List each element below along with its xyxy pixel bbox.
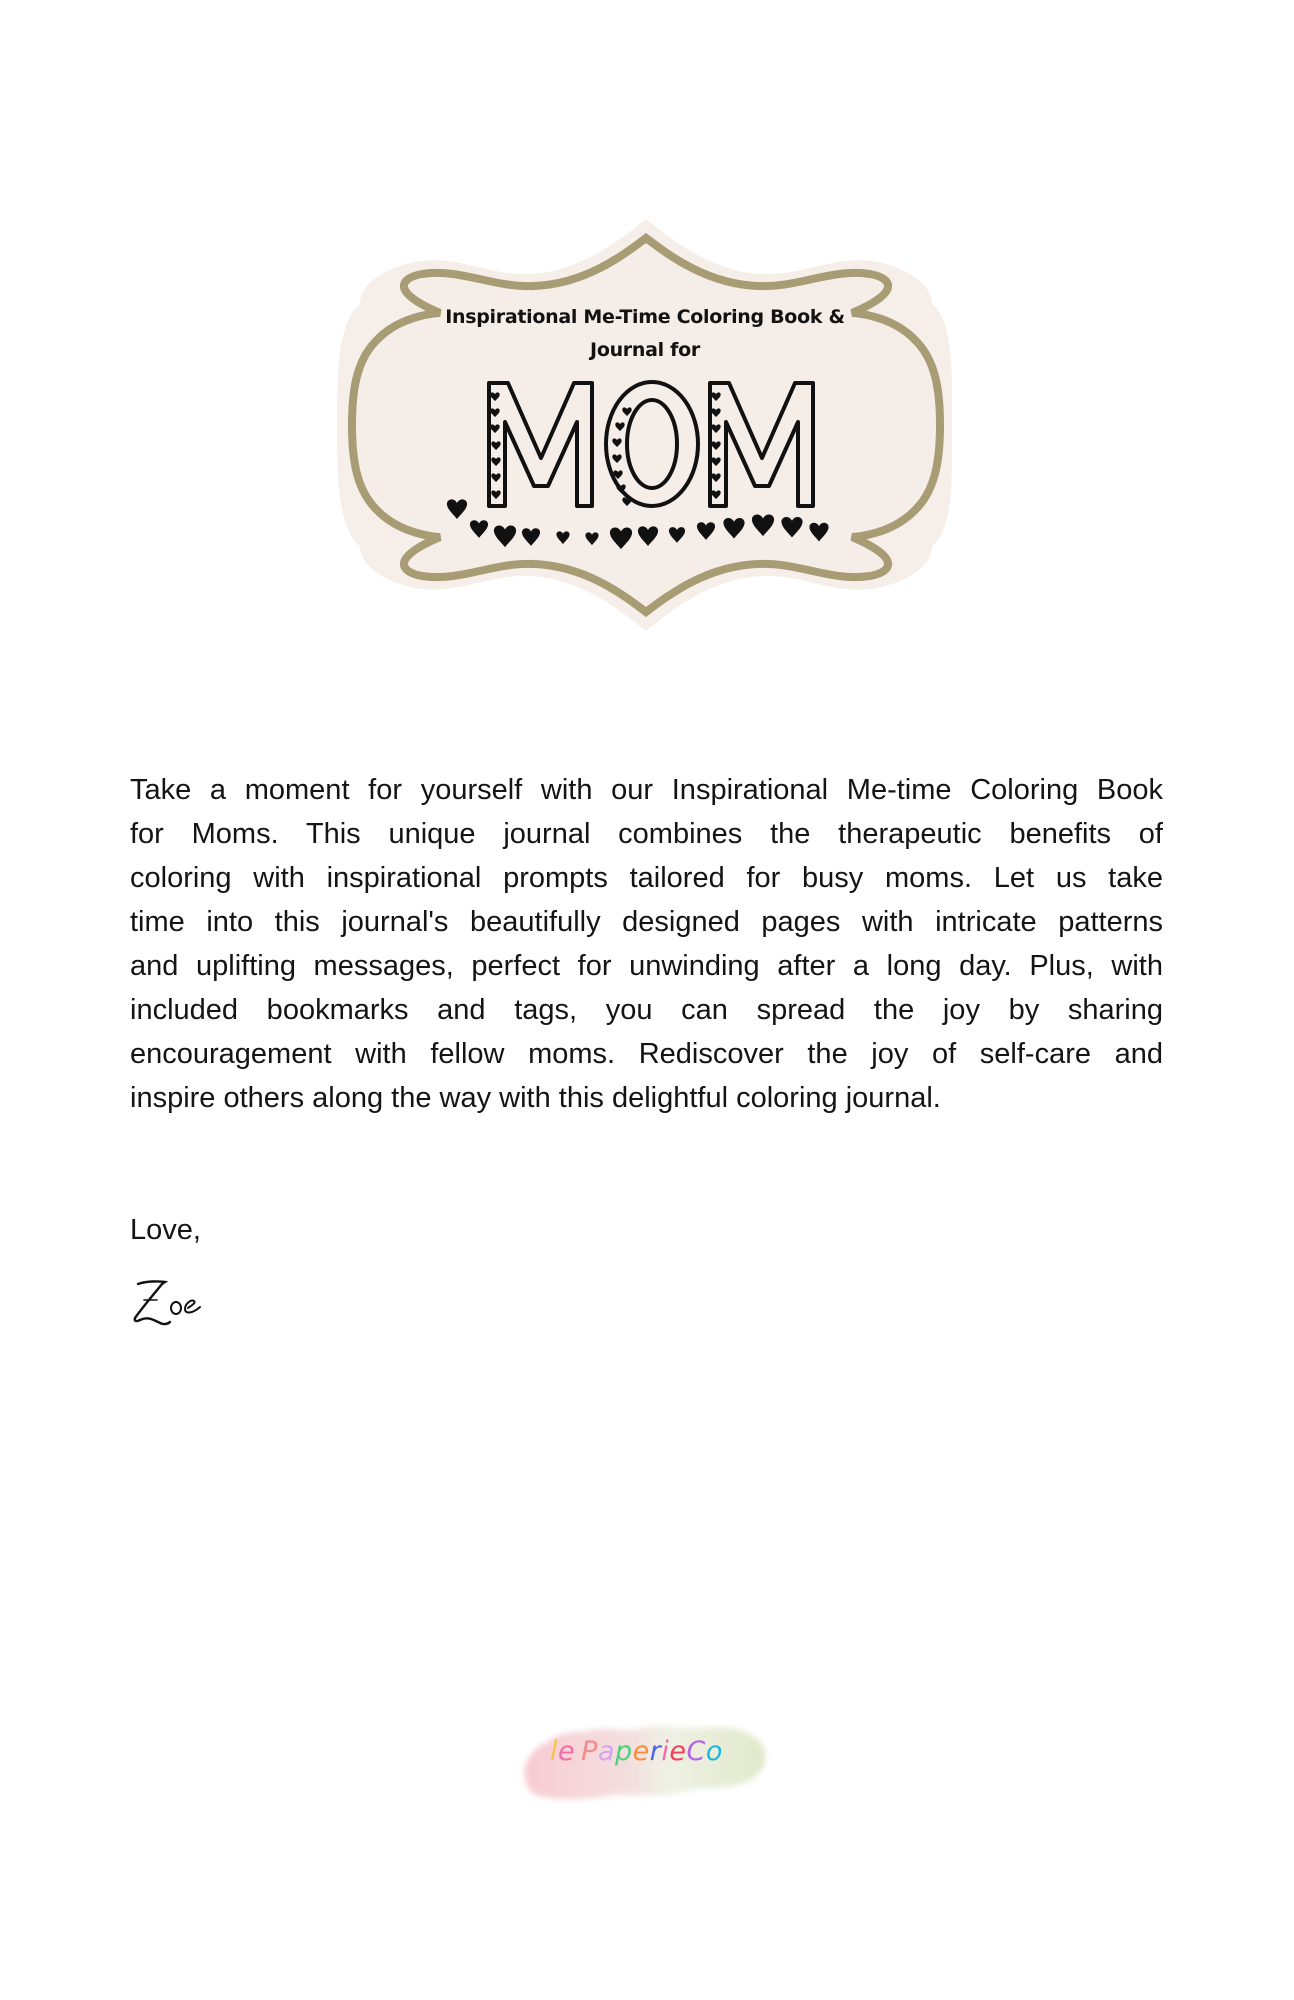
paragraph-line: and uplifting messages, perfect for unwinding after a long day. Plus, with (130, 950, 1163, 982)
logo-letter: p (614, 1736, 633, 1767)
logo-letter: e (632, 1736, 650, 1767)
paragraph-line: for Moms. This unique journal combines the therapeutic benefits of (130, 818, 1163, 850)
signature-zoe (130, 1272, 210, 1328)
intro-paragraph (130, 768, 1163, 1120)
brand-logo-text (550, 1736, 723, 1767)
badge-frame-icon (330, 212, 960, 638)
paragraph-line: time into this journal's beautifully designed pages with intricate patterns (130, 906, 1163, 938)
badge-title-line2: Journal for (590, 339, 700, 361)
logo-letter: i (661, 1736, 670, 1767)
paragraph-line: inspire others along the way with this delightful coloring journal. (130, 1082, 941, 1114)
logo-letter: o (705, 1736, 723, 1767)
brand-logo (512, 1708, 772, 1808)
logo-letter: a (597, 1736, 615, 1767)
title-badge (330, 212, 960, 638)
signature-script-icon (130, 1272, 210, 1328)
badge-title-line1: Inspirational Me-Time Coloring Book & (445, 306, 845, 328)
logo-letter: P (581, 1736, 598, 1767)
paragraph-line: encouragement with fellow moms. Rediscover the joy of self-care and (130, 1038, 1163, 1070)
logo-letter: e (558, 1736, 576, 1767)
logo-letter: l (550, 1736, 559, 1767)
logo-letter: C (686, 1736, 706, 1767)
logo-letter: e (669, 1736, 687, 1767)
closing-salutation: Love, (130, 1214, 201, 1246)
paragraph-line: Take a moment for yourself with our Inspirational Me-time Coloring Book (130, 774, 1163, 806)
paragraph-line: coloring with inspirational prompts tailored for busy moms. Let us take (130, 862, 1163, 894)
logo-letter: r (649, 1736, 662, 1767)
paragraph-line: included bookmarks and tags, you can spread the joy by sharing (130, 994, 1163, 1026)
